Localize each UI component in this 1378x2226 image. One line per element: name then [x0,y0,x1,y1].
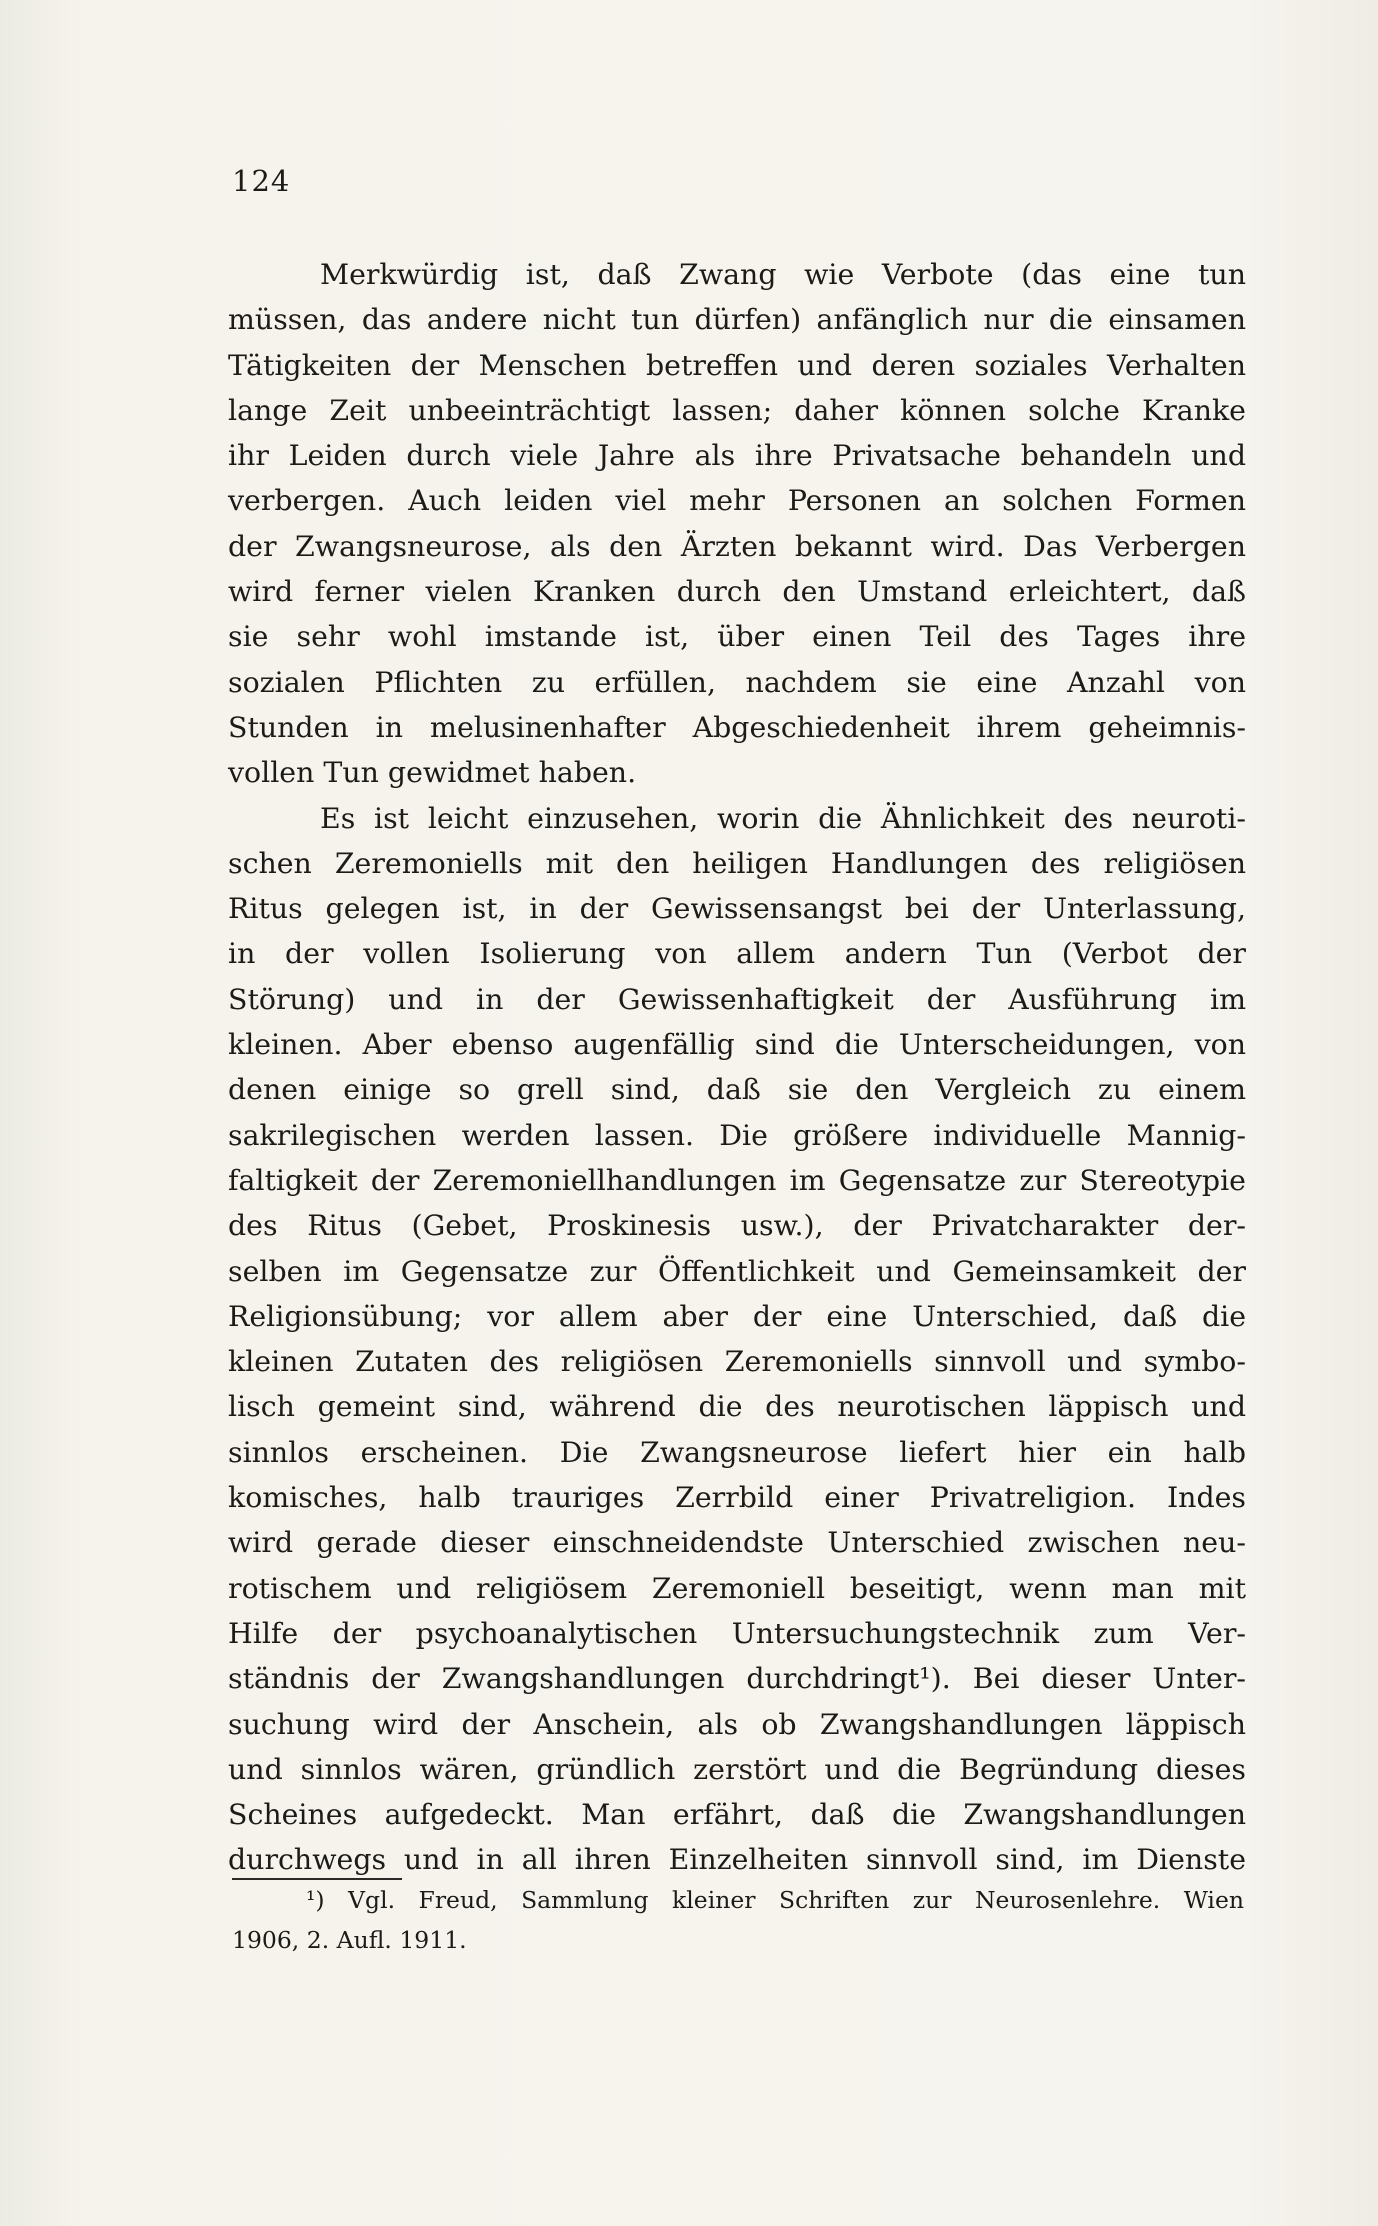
text-line: müssen, das andere nicht tun dürfen) anfänglich nur die einsamen [228,303,1246,337]
text-line: und sinnlos wären, gründlich zerstört und die Begründung dieses [228,1752,1246,1786]
text-line: der Zwangsneurose, als den Ärzten bekannt wird. Das Verbergen [228,529,1246,563]
text-line: Stunden in melusinenhafter Abgeschiedenheit ihrem geheimnis- [228,710,1246,744]
text-line: suchung wird der Anschein, als ob Zwangshandlungen läppisch [228,1707,1246,1741]
text-line: faltigkeit der Zeremoniellhandlungen im Gegensatze zur Stereotypie [228,1163,1246,1197]
body-text [228,252,1246,1883]
text-line: wird ferner vielen Kranken durch den Umstand erleichtert, daß [228,575,1246,609]
text-line: wird gerade dieser einschneidendste Unterschied zwischen neu- [228,1526,1246,1560]
text-line: rotischem und religiösem Zeremoniell beseitigt, wenn man mit [228,1571,1246,1605]
text-line: Ritus gelegen ist, in der Gewissensangst bei der Unterlassung, [228,892,1246,926]
text-line: Es ist leicht einzusehen, worin die Ähnlichkeit des neuroti- [320,801,1246,835]
text-line: komisches, halb trauriges Zerrbild einer Privatreligion. Indes [228,1481,1246,1515]
text-line: kleinen Zutaten des religiösen Zeremoniells sinnvoll und symbo- [228,1345,1246,1379]
text-line: verbergen. Auch leiden viel mehr Personen an solchen Formen [228,484,1246,518]
text-line: sie sehr wohl imstande ist, über einen Teil des Tages ihre [228,620,1246,654]
text-line: sakrilegischen werden lassen. Die größere individuelle Mannig- [228,1118,1246,1152]
text-line: schen Zeremoniells mit den heiligen Handlungen des religiösen [228,846,1246,880]
text-line: lisch gemeint sind, während die des neurotischen läppisch und [228,1390,1246,1424]
text-line: vollen Tun gewidmet haben. [228,756,637,790]
text-line: Hilfe der psychoanalytischen Untersuchungstechnik zum Ver- [228,1616,1246,1650]
text-line: des Ritus (Gebet, Proskinesis usw.), der Privatcharakter der- [228,1209,1246,1243]
text-line: ständnis der Zwangshandlungen durchdringt¹). Bei dieser Unter- [228,1662,1246,1696]
text-line: sinnlos erscheinen. Die Zwangsneurose liefert hier ein halb [228,1435,1246,1469]
footnote-line: 1906, 2. Aufl. 1911. [232,1926,467,1954]
text-line: Merkwürdig ist, daß Zwang wie Verbote (das eine tun [320,258,1246,291]
text-line: sozialen Pflichten zu erfüllen, nachdem sie eine Anzahl von [228,665,1246,699]
footnote-line: ¹) Vgl. Freud, Sammlung kleiner Schriften zur Neurosenlehre. Wien [306,1886,1244,1914]
text-line: in der vollen Isolierung von allem andern Tun (Verbot der [228,937,1246,971]
text-line: durchwegs und in all ihren Einzelheiten sinnvoll sind, im Dienste [228,1843,1246,1877]
text-line: Tätigkeiten der Menschen betreffen und deren soziales Verhalten [228,348,1246,382]
text-line: selben im Gegensatze zur Öffentlichkeit und Gemeinsamkeit der [228,1254,1246,1288]
text-line: ihr Leiden durch viele Jahre als ihre Privatsache behandeln und [228,439,1246,473]
text-line: lange Zeit unbeeinträchtigt lassen; daher können solche Kranke [228,393,1246,427]
footnotes [232,1880,1244,1960]
text-line: Scheines aufgedeckt. Man erfährt, daß die Zwangshandlungen [228,1798,1246,1832]
page-number: 124 [232,164,291,198]
text-line: denen einige so grell sind, daß sie den Vergleich zu einem [228,1073,1246,1107]
text-line: kleinen. Aber ebenso augenfällig sind die Unterscheidungen, von [228,1028,1246,1062]
text-line: Störung) und in der Gewissenhaftigkeit der Ausführung im [228,982,1246,1016]
text-line: Religionsübung; vor allem aber der eine Unterschied, daß die [228,1299,1246,1333]
